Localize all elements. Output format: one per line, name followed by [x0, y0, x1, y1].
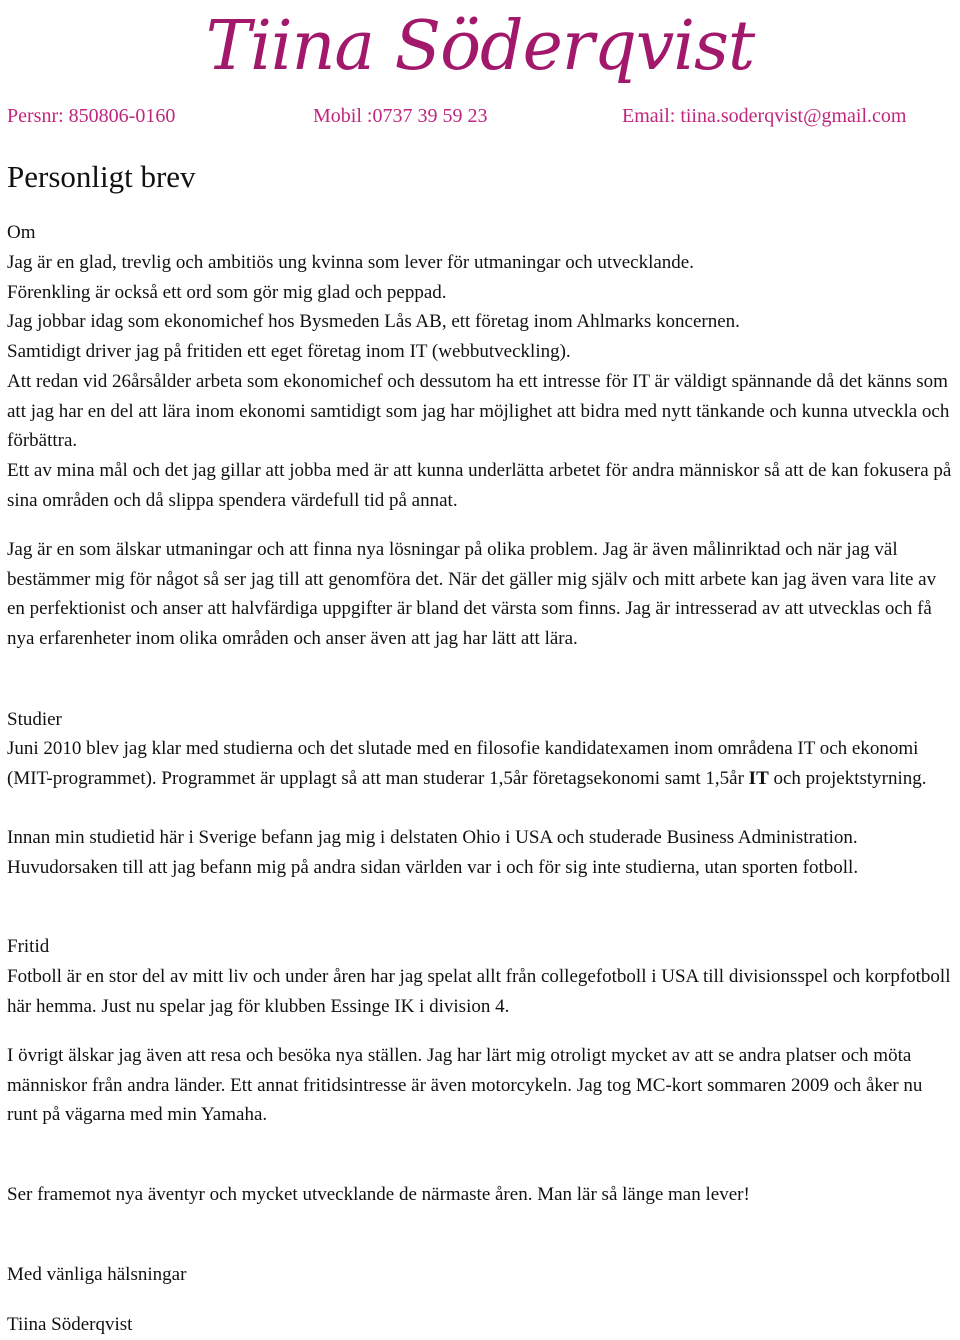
studier-paragraph	[7, 734, 955, 793]
personnummer: Persnr: 850806-0160	[7, 105, 176, 127]
section-heading-om: Om	[7, 222, 36, 243]
om-line: Jag jobbar idag som ekonomichef hos Bysmeden Lås AB, ett företag inom Ahlmarks koncernen.	[7, 311, 740, 332]
email-address: Email: tiina.soderqvist@gmail.com	[622, 105, 907, 127]
studier-text: Juni 2010 blev jag klar med studierna och det slutade med en filosofie kandidatexamen inom områdena IT och ekonomi (MIT-programmet). Programmet är upplagt så att man studerar 1,5år företagsekonomi samt 1,5år	[7, 738, 919, 789]
studier-paragraph: Innan min studietid här i Sverige befann jag mig i delstaten Ohio i USA och studerade Business Administration. Huvudorsaken till att jag befann mig på andra sidan världen var i och för sig inte studierna, utan sporten fotboll.	[7, 827, 859, 878]
closing-line: Ser framemot nya äventyr och mycket utvecklande de närmaste åren. Man lär så länge man lever!	[7, 1184, 750, 1205]
om-paragraph: Jag är en som älskar utmaningar och att finna nya lösningar på olika problem. Jag är även målinriktad och när jag väl bestämmer mig för något så ser jag till att genomföra det. När det gäller mig själv och mitt arbete kan jag även vara lite av en perfektionist och anser att halvfärdiga uppgifter är bland det värsta som finns. Jag är intresserad av att utvecklas och få nya erfarenheter inom olika områden och anser även att jag har lätt att lära.	[7, 539, 937, 650]
applicant-name: Tiina Söderqvist	[205, 7, 755, 86]
om-line: Samtidigt driver jag på fritiden ett eget företag inom IT (webbutveckling).	[7, 341, 571, 362]
om-paragraph: Att redan vid 26årsålder arbeta som ekonomichef och dessutom ha ett intresse för IT är väldigt spännande då det känns som att jag har en del att lära inom ekonomi samtidigt som jag har möjlighet att bidra med nytt tänkande och kunna utveckla och förbättra.	[7, 371, 950, 452]
section-heading-studier: Studier	[7, 709, 62, 730]
fritid-paragraph: I övrigt älskar jag även att resa och besöka nya ställen. Jag har lärt mig otroligt mycket av att se andra platser och möta människor från andra länder. Ett annat fritidsintresse är även motorcykeln. Jag tog MC-kort sommaren 2009 och åker nu runt på vägarna med min Yamaha.	[7, 1045, 923, 1126]
letter-title: Personligt brev	[7, 159, 196, 194]
section-heading-fritid: Fritid	[7, 936, 50, 957]
greeting: Med vänliga hälsningar	[7, 1264, 187, 1285]
mobile-number: Mobil :0737 39 59 23	[313, 105, 488, 127]
signature: Tiina Söderqvist	[7, 1314, 133, 1335]
studier-text: och projektstyrning.	[768, 767, 927, 789]
studier-text-bold: IT	[748, 767, 769, 789]
om-line: Jag är en glad, trevlig och ambitiös ung kvinna som lever för utmaningar och utvecklande.	[7, 252, 694, 273]
fritid-paragraph: Fotboll är en stor del av mitt liv och under åren har jag spelat allt från collegefotboll i USA till divisionsspel och korpfotboll här hemma. Just nu spelar jag för klubben Essinge IK i division 4.	[7, 966, 951, 1017]
om-line: Förenkling är också ett ord som gör mig glad och peppad.	[7, 282, 447, 303]
om-paragraph: Ett av mina mål och det jag gillar att jobba med är att kunna underlätta arbetet för andra människor så att de kan fokusera på sina områden och då slippa spendera värdefull tid på annat.	[7, 460, 952, 511]
